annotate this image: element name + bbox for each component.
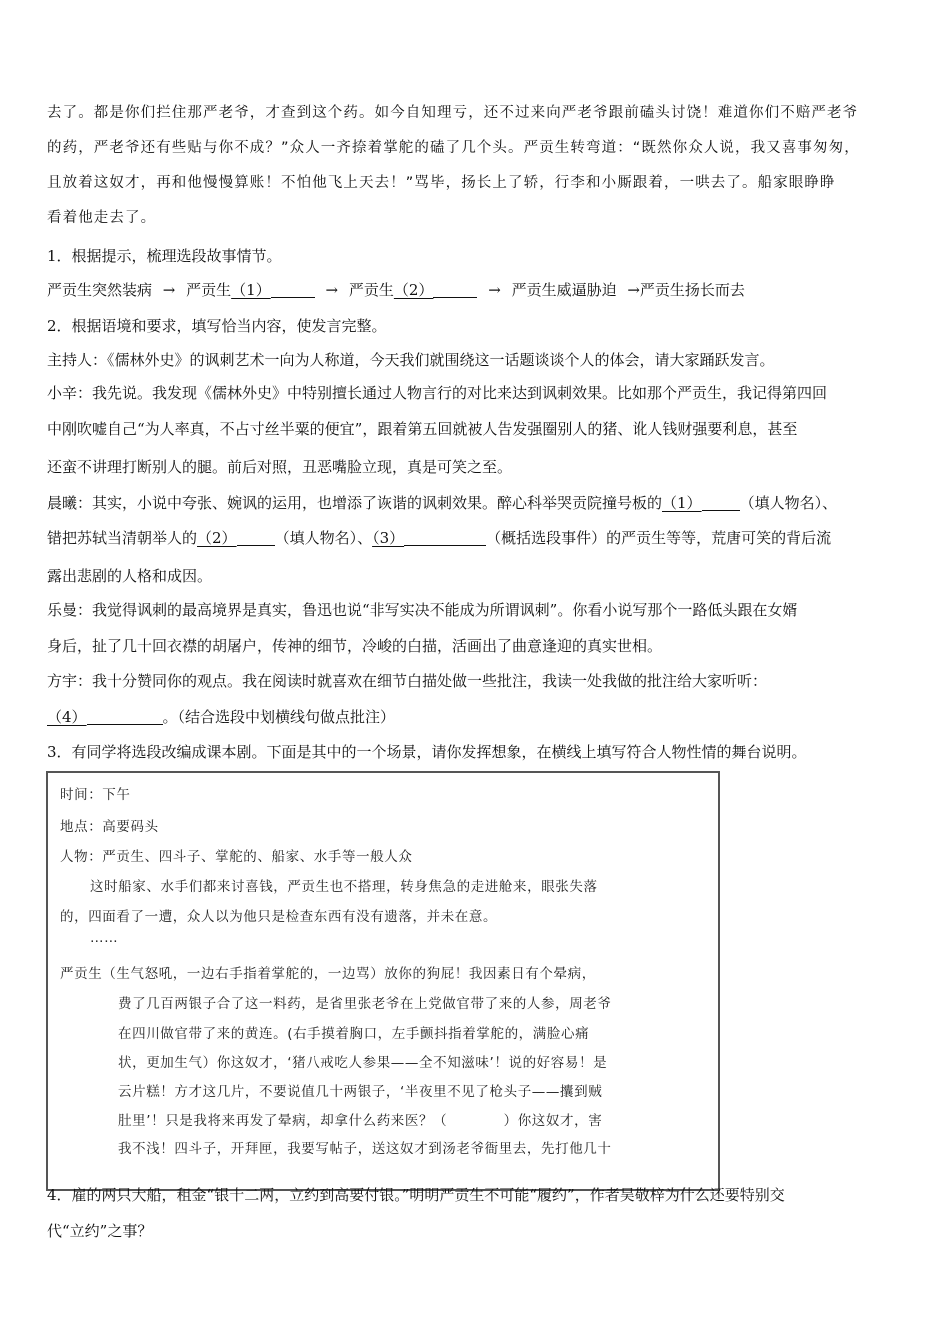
- script-place: 地点：高要码头: [60, 819, 159, 835]
- passage-line: 的药，严老爷还有些贴与你不成？”众人一齐捺着掌舵的磕了几个头。严贡生转弯道：“既然你众人说，我又喜事匆匆，: [47, 140, 860, 156]
- blank-1-line[interactable]: [271, 279, 315, 298]
- script-dialogue: 费了几百两银子合了这一料药，是省里张老爷在上党做官带了来的人参，周老爷: [118, 996, 612, 1012]
- passage-line: 看着他走去了。: [47, 210, 157, 226]
- script-narration: 这时船家、水手们都来讨喜钱，严贡生也不搭理，转身焦急的走进舱来，眼张失落: [90, 879, 598, 895]
- chenxi-speech: 错把苏轼当清朝举人的（2） （填人物名）、（3） （概括选段事件）的严贡生等等，荒唐可笑的背后流: [47, 529, 832, 547]
- passage-line: 去了。都是你们拦住那严老爷，才查到这个药。如今自知理亏，还不过来向严老爷跟前磕头讨饶！难道你们不赔严老爷: [47, 105, 859, 121]
- chenxi-speech: 晨曦：其实，小说中夸张、婉讽的运用，也增添了诙谐的讽刺效果。醉心科举哭贡院撞号板的（1） （填人物名）、: [47, 494, 838, 512]
- blank-q2-3[interactable]: （3）: [372, 529, 405, 547]
- plot-step-3-prefix: 严贡生: [348, 281, 394, 299]
- blank-q2-1[interactable]: （1）: [662, 494, 702, 512]
- plot-step-2-prefix: 严贡生: [186, 281, 232, 299]
- blank-2[interactable]: （2）: [393, 281, 434, 299]
- question-2-prompt: 2．根据语境和要求，填写恰当内容，使发言完整。: [47, 317, 387, 335]
- blank-q2-2[interactable]: （2）: [197, 529, 237, 547]
- question-3-prompt: 3．有同学将选段改编成课本剧。下面是其中的一个场景，请你发挥想象，在横线上填写符合人物性情的舞台说明。: [47, 743, 807, 761]
- script-dialogue: 在四川做官带了来的黄连。(右手摸着胸口，左手颤抖指着掌舵的，满脸心痛: [118, 1026, 590, 1042]
- script-time: 时间：下午: [60, 787, 131, 803]
- script-dialogue: 严贡生（生气怒吼，一边右手指着掌舵的，一边骂）放你的狗屁！我因素日有个晕病，: [60, 966, 596, 982]
- blank-1[interactable]: （1）: [231, 281, 271, 299]
- question-4-prompt: 4．雇的两只大船，租金“银十二两，立约到高要付银。”明明严贡生不可能“履约”，作者吴敬梓为什么还要特别交: [47, 1186, 785, 1204]
- xiaoxin-speech: 中刚吹嘘自己“为人率真，不占寸丝半粟的便宜”，跟着第五回就被人告发强圈别人的猪、讹人钱财强要利息，甚至: [47, 420, 798, 438]
- question-4-prompt: 代“立约”之事？: [47, 1222, 153, 1240]
- blank-q2-4-line[interactable]: [87, 706, 163, 725]
- script-dialogue: 我不浅！四斗子，开拜匣，我要写帖子，送这奴才到汤老爷衙里去，先打他几十: [118, 1141, 612, 1157]
- script-dialogue: 云片糕！方才这几片，不要说值几十两银子，‘半夜里不见了枪头子——攮到贼: [118, 1084, 603, 1100]
- blank-q2-3-line[interactable]: [404, 527, 486, 546]
- arrow-icon: →: [162, 281, 176, 299]
- xiaoxin-speech: 小辛：我先说。我发现《儒林外史》中特别擅长通过人物言行的对比来达到讽刺效果。比如那个严贡生，我记得第四回: [47, 384, 828, 402]
- passage-line: 且放着这奴才，再和他慢慢算账！不怕他飞上天去！”骂毕，扬长上了轿，行李和小厮跟着，一哄去了。船家眼睁睁: [47, 175, 836, 191]
- script-ellipsis: ……: [90, 930, 119, 946]
- blank-2-line[interactable]: [433, 279, 477, 298]
- fangyu-answer: （4） 。（结合选段中划横线句做点批注）: [47, 708, 396, 726]
- blank-q2-1-line[interactable]: [702, 492, 740, 511]
- plot-flow: [47, 273, 913, 307]
- host-speech: 主持人：《儒林外史》的讽刺艺术一向为人称道，今天我们就围绕这一话题谈谈个人的体会，请大家踊跃发言。: [47, 351, 775, 369]
- plot-step-1: 严贡生突然装病: [47, 281, 153, 299]
- script-dialogue: 状，更加生气）你这奴才，‘猪八戒吃人参果——全不知滋味’！说的好容易！是: [118, 1055, 608, 1071]
- script-people: 人物：严贡生、四斗子、掌舵的、船家、水手等一般人众: [60, 849, 413, 865]
- xiaoxin-speech: 还蛮不讲理打断别人的腿。前后对照，丑恶嘴脸立现，真是可笑之至。: [47, 458, 513, 476]
- arrow-icon: →: [325, 281, 339, 299]
- question-1-prompt: 1．根据提示，梳理选段故事情节。: [47, 247, 282, 265]
- leman-speech: 乐曼：我觉得讽刺的最高境界是真实，鲁迅也说“非写实决不能成为所谓讽刺”。你看小说写那个一路低头跟在女婿: [47, 601, 798, 619]
- leman-speech: 身后，扯了几十回衣襟的胡屠户，传神的细节，冷峻的白描，活画出了曲意逢迎的真实世相。: [47, 637, 663, 655]
- blank-q2-2-line[interactable]: [237, 527, 275, 546]
- plot-step-4: 严贡生威逼胁迫: [511, 281, 617, 299]
- arrow-icon: →: [488, 281, 501, 299]
- script-narration: 的，四面看了一遭，众人以为他只是检查东西有没有遗落，并未在意。: [60, 909, 498, 925]
- blank-q2-4[interactable]: （4）: [47, 708, 87, 726]
- script-box: [46, 771, 720, 1191]
- chenxi-speech: 露出悲剧的人格和成因。: [47, 567, 213, 585]
- script-dialogue-with-blank[interactable]: 肚里’！只是我将来再发了晕病，却拿什么药来医？（ ）你这奴才，害: [118, 1113, 603, 1129]
- fangyu-speech: 方宇：我十分赞同你的观点。我在阅读时就喜欢在细节白描处做一些批注，我读一处我做的批注给大家听听：: [47, 672, 768, 690]
- plot-step-5: →严贡生扬长而去: [627, 281, 745, 299]
